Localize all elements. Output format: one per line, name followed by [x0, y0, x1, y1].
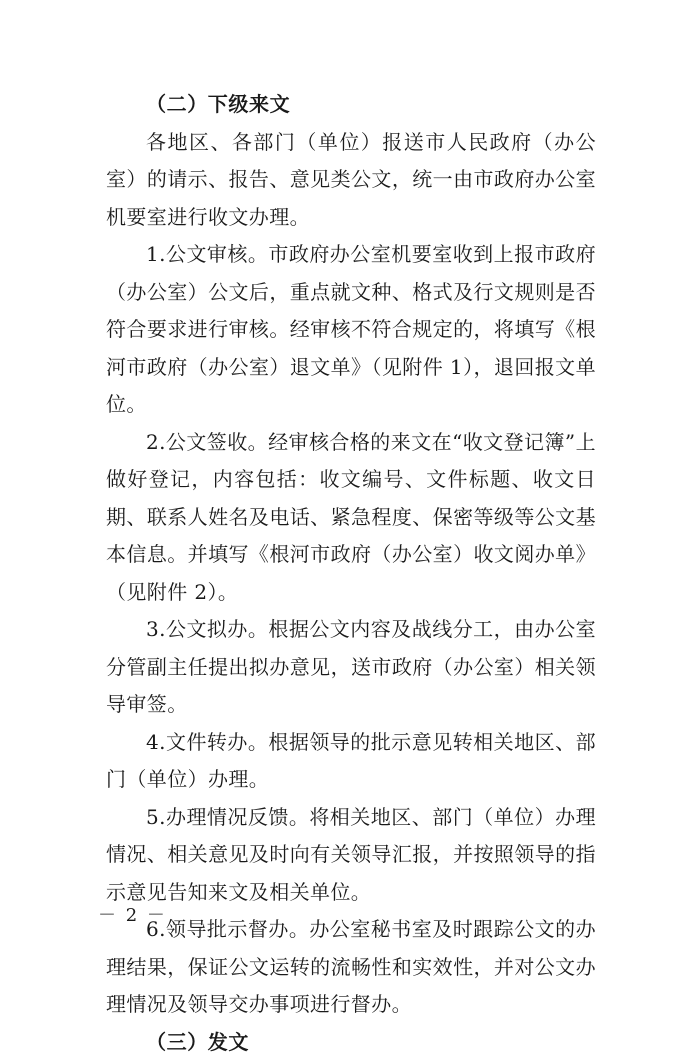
page-number: － 2 －: [98, 904, 167, 928]
paragraph-intro: 各地区、各部门（单位）报送市人民政府（办公室）的请示、报告、意见类公文，统一由市政府办公室机要室进行收文办理。: [106, 124, 596, 237]
paragraph-drafting: 3.公文拟办。根据公文内容及战线分工，由办公室分管副主任提出拟办意见，送市政府（办公室）相关领导审签。: [106, 611, 596, 724]
paragraph-review: 1.公文审核。市政府办公室机要室收到上报市政府（办公室）公文后，重点就文种、格式及行文规则是否符合要求进行审核。经审核不符合规定的，将填写《根河市政府（办公室）退文单》（见附件 1），退回报文单位。: [106, 236, 596, 424]
paragraph-supervision: 6.领导批示督办。办公室秘书室及时跟踪公文的办理结果，保证公文运转的流畅性和实效性，并对公文办理情况及领导交办事项进行督办。: [106, 911, 596, 1024]
paragraph-transfer: 4.文件转办。根据领导的批示意见转相关地区、部门（单位）办理。: [106, 724, 596, 799]
section-heading: （二）下级来文: [106, 86, 596, 124]
next-section-heading: （三）发文: [106, 1024, 596, 1061]
document-body: [106, 86, 596, 1061]
paragraph-signing: 2.公文签收。经审核合格的来文在“收文登记簿”上做好登记，内容包括：收文编号、文件标题、收文日期、联系人姓名及电话、紧急程度、保密等级等公文基本信息。并填写《根河市政府（办公室）收文阅办单》（见附件 2）。: [106, 424, 596, 612]
paragraph-feedback: 5.办理情况反馈。将相关地区、部门（单位）办理情况、相关意见及时向有关领导汇报，并按照领导的指示意见告知来文及相关单位。: [106, 799, 596, 912]
